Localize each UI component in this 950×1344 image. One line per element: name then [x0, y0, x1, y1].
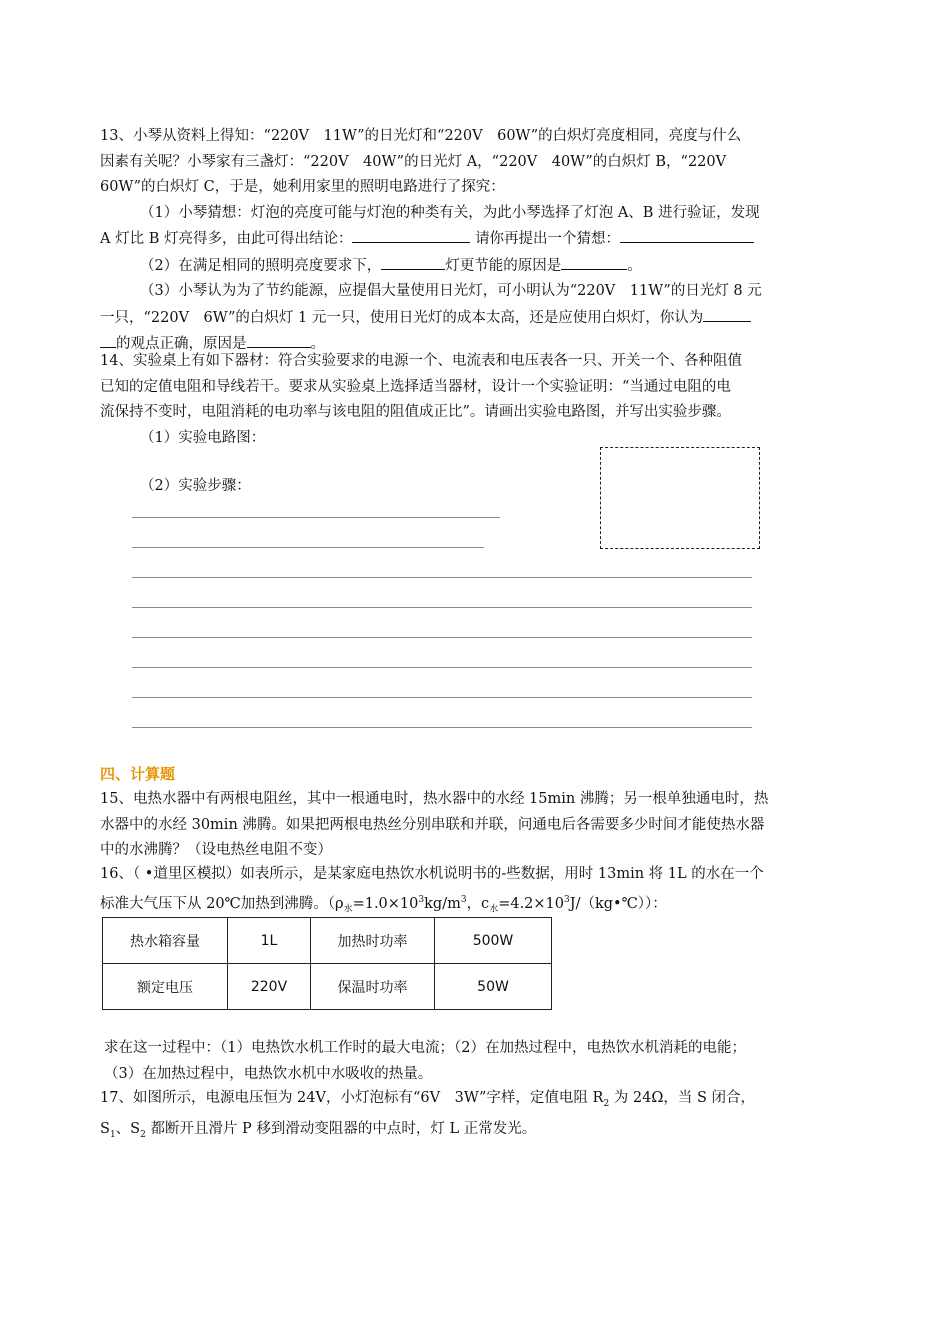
question-15 — [100, 787, 852, 864]
q13-part3-text-a: 的观点正确，原因是 — [116, 336, 247, 352]
answer-blank[interactable] — [100, 331, 116, 348]
question-13 — [100, 124, 852, 358]
q15-line-3: 中的水沸腾？（设电热丝电阻不变） — [100, 842, 332, 858]
q16-ask-2: （3）在加热过程中，电热饮水机中水吸收的热量。 — [104, 1065, 433, 1082]
q16-text: 标准大气压下从 20℃加热到沸腾。（ρ — [100, 895, 344, 912]
q17-text: 17、如图所示，电源电压恒为 24V，小灯泡标有“6V 3W”字样，定值电阻 R — [100, 1090, 604, 1106]
q17-text: 都断开且滑片 P 移到滑动变阻器的中点时，灯 L 正常发光。 — [145, 1121, 537, 1138]
q16-requirements — [104, 1036, 864, 1087]
q13-part3-text-b: 。 — [310, 336, 325, 352]
table-cell: 500W — [435, 918, 552, 964]
q14-line-1: 14、实验桌上有如下器材：符合实验要求的电源一个、电流表和电压表各一只、开关一个、各种阻值 — [100, 353, 742, 369]
answer-line[interactable] — [132, 547, 484, 548]
q16-sup: 3 — [460, 894, 467, 905]
q13-part1-line2 — [100, 226, 852, 253]
q17-text: S — [100, 1121, 110, 1138]
section-title: 四、计算题 — [100, 765, 176, 783]
q13-part2 — [100, 253, 852, 280]
q13-part2-text-c: 。 — [627, 257, 642, 274]
answer-blank[interactable] — [561, 253, 627, 270]
q15-line-2: 水器中的水经 30min 沸腾。如果把两根电热丝分别串联和并联，问通电后各需要多少时间才能使热水器 — [100, 816, 765, 833]
answer-line[interactable] — [132, 697, 752, 698]
table-row — [103, 918, 552, 964]
q16-text: =1.0×10 — [352, 895, 419, 912]
q13-part2-text-b: 灯更节能的原因是 — [445, 257, 562, 274]
q17-text: 为 24Ω，当 S 闭合， — [609, 1090, 756, 1106]
q17-line-2 — [100, 1117, 852, 1148]
answer-blank[interactable] — [381, 253, 445, 270]
q16-sup: 3 — [418, 894, 425, 905]
q14-line-3: 流保持不变时，电阻消耗的电功率与该电阻的阻值成正比”。请画出实验电路图，并写出实验步骤。 — [100, 404, 731, 420]
table-cell: 额定电压 — [103, 964, 228, 1010]
q16-sub: 水 — [489, 904, 499, 915]
q16-sup: 3 — [564, 894, 570, 905]
table-cell: 加热时功率 — [311, 918, 435, 964]
q17-sub: 1 — [109, 1130, 116, 1141]
answer-line[interactable] — [132, 607, 752, 608]
answer-blank[interactable] — [247, 331, 311, 348]
q16-text: kg/m — [424, 895, 461, 912]
q16-text: ，c — [466, 895, 490, 912]
q16-sub: 水 — [343, 904, 353, 915]
q13-part3-line1: （3）小琴认为为了节约能源，应提倡大量使用日光灯，可小明认为“220V 11W”的日光灯 8 元 — [140, 283, 762, 299]
answer-line[interactable] — [132, 667, 752, 668]
table-cell: 保温时功率 — [311, 964, 435, 1010]
answer-blank[interactable] — [620, 226, 754, 243]
answer-line[interactable] — [132, 577, 752, 578]
table-cell: 220V — [228, 964, 311, 1010]
question-16 — [100, 862, 852, 923]
table-cell: 1L — [228, 918, 311, 964]
q13-line-3: 60W”的白炽灯 C，于是，她利用家里的照明电路进行了探究： — [100, 179, 505, 195]
question-14 — [100, 349, 852, 451]
q13-part1-text-a: A 灯比 B 灯亮得多，由此可得出结论： — [100, 231, 353, 247]
q14-line-2: 已知的定值电阻和导线若干。要求从实验桌上选择适当器材，设计一个实验证明：“当通过电阻的电 — [100, 378, 731, 395]
answer-blank[interactable] — [703, 305, 751, 322]
q17-sub: 2 — [140, 1130, 146, 1141]
answer-blank[interactable] — [352, 226, 470, 243]
q16-text: =4.2×10 — [498, 895, 565, 912]
table-row — [103, 964, 552, 1010]
answer-line[interactable] — [132, 637, 752, 638]
q13-line-2: 因素有关呢？小琴家有三盏灯：“220V 40W”的日光灯 A，“220V 40W”的白炽灯 B，“220V — [100, 153, 727, 170]
table-cell: 热水箱容量 — [103, 918, 228, 964]
q14-sub-2: （2）实验步骤： — [140, 478, 251, 494]
q13-part3-text: 一只，“220V 6W”的白炽灯 1 元一只，使用日光灯的成本太高，还是应使用白炽灯，你认为 — [100, 309, 704, 326]
table-cell: 50W — [435, 964, 552, 1010]
q17-line-1 — [100, 1086, 852, 1117]
q13-part2-text-a: （2）在满足相同的照明亮度要求下， — [140, 257, 382, 274]
q13-line-1: 13、小琴从资料上得知：“220V 11W”的日光灯和“220V 60W”的白炽灯亮度相同，亮度与什么 — [100, 128, 742, 144]
q13-part1-text-b: 请你再提出一个猜想： — [475, 231, 621, 247]
q16-line-1: 16、（ •道里区模拟）如表所示，是某家庭电热饮水机说明书的-些数据，用时 13min 将 1L 的水在一个 — [100, 866, 764, 882]
q13-part1-line1: （1）小琴猜想：灯泡的亮度可能与灯泡的种类有关，为此小琴选择了灯泡 A、B 进行验证，发现 — [140, 204, 760, 221]
spec-table — [102, 917, 552, 1010]
question-17 — [100, 1086, 852, 1149]
q16-ask-1: 求在这一过程中：（1）电热饮水机工作时的最大电流；（2）在加热过程中，电热饮水机消耗的电能； — [104, 1040, 746, 1056]
q13-part3-line2 — [100, 305, 852, 332]
q17-sub: 2 — [603, 1098, 610, 1109]
q14-sub-1: （1）实验电路图： — [140, 429, 266, 446]
answer-line[interactable] — [132, 517, 500, 518]
q15-line-1: 15、电热水器中有两根电阻丝，其中一根通电时，热水器中的水经 15min 沸腾；另一根单独通电时，热 — [100, 791, 769, 807]
q17-text: 、S — [115, 1121, 141, 1138]
circuit-diagram-box[interactable] — [600, 447, 760, 549]
answer-line[interactable] — [132, 727, 752, 728]
q16-text: J/（kg•℃））： — [569, 895, 667, 912]
